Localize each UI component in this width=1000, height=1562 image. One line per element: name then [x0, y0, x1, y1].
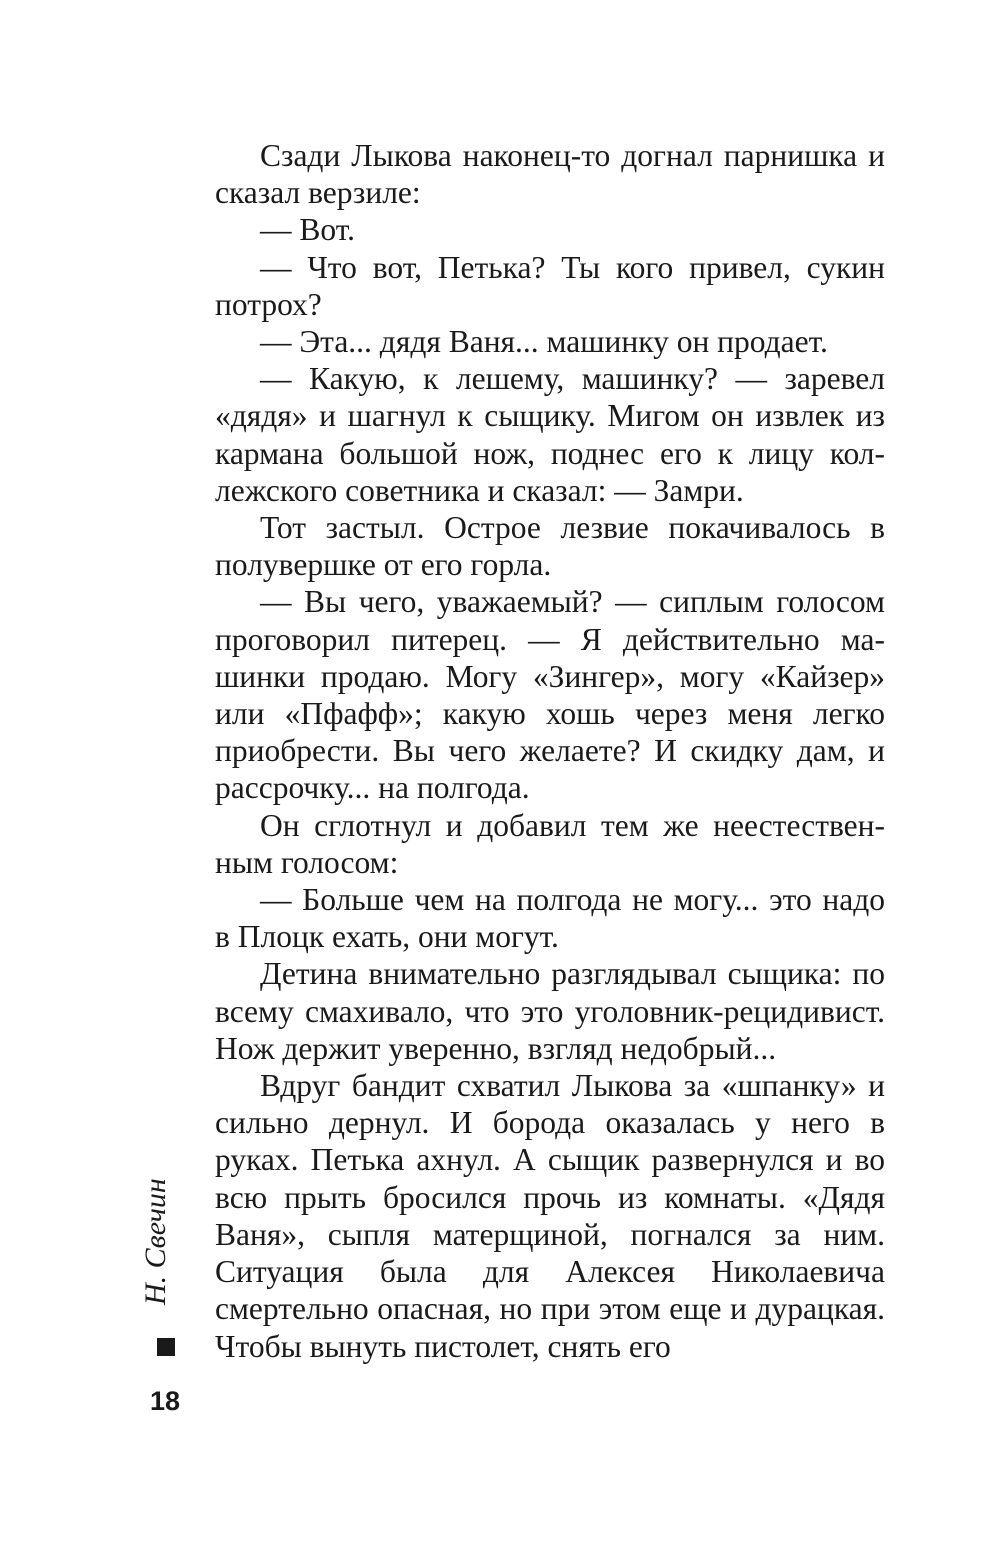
page-number: 18 — [150, 1386, 181, 1416]
running-title-text: Н. Свечин — [139, 1178, 172, 1305]
paragraph-3: — Что вот, Петька? Ты кого привел, сукин потрох? — [215, 249, 885, 322]
paragraph-11: Вдруг бандит схватил Лыкова за «шпанку» и сильно дернул. И борода оказалась у него в руках. Петька ахнул. А сыщик развернулся и во всю прыть бросился прочь из комнаты. «Дядя Ваня», сыпля матерщиной, погнался за ним. Ситуация была для Алексея Николаевича смертельно опасная, но при этом еще и дурацкая. Чтобы вынуть пистолет, снять его — [215, 1068, 885, 1364]
paragraph-5: — Какую, к лешему, машинку? — заревел «дядя» и шагнул к сыщику. Мигом он извлек из кармана большой нож, поднес его к лицу коллежского советника и сказал: — Замри. — [215, 361, 885, 508]
paragraph-6: Тот застыл. Острое лезвие покачивалось в полувершке от его горла. — [215, 510, 885, 583]
paragraph-10: Детина внимательно разглядывал сыщика: по всему смахивало, что это уголовник-рецидивист. Нож держит уверенно, взгляд недобрый... — [215, 956, 885, 1066]
paragraph-8: Он сглотнул и добавил тем же неестественным голосом: — [215, 807, 885, 880]
paragraph-4: — Эта... дядя Ваня... машинку он продает. — [260, 324, 828, 360]
body-text — [215, 137, 885, 1365]
paragraph-7: — Вы чего, уважаемый? — сиплым голосом проговорил питерец. — Я действительно машинки продаю. Могу «Зингер», могу «Кайзер» или «Пфафф»; какую хошь через меня легко приобрести. Вы чего желаете? И скидку дам, и рассрочку... на полгода. — [215, 584, 885, 806]
paragraph-1: Сзади Лыкова наконец-то догнал парнишка и сказал верзиле: — [215, 138, 885, 211]
paragraph-9: — Больше чем на полгода не могу... это надо в Плоцк ехать, они могут. — [215, 882, 885, 955]
paragraph-2: — Вот. — [260, 212, 355, 248]
square-bullet-icon — [157, 1338, 175, 1356]
